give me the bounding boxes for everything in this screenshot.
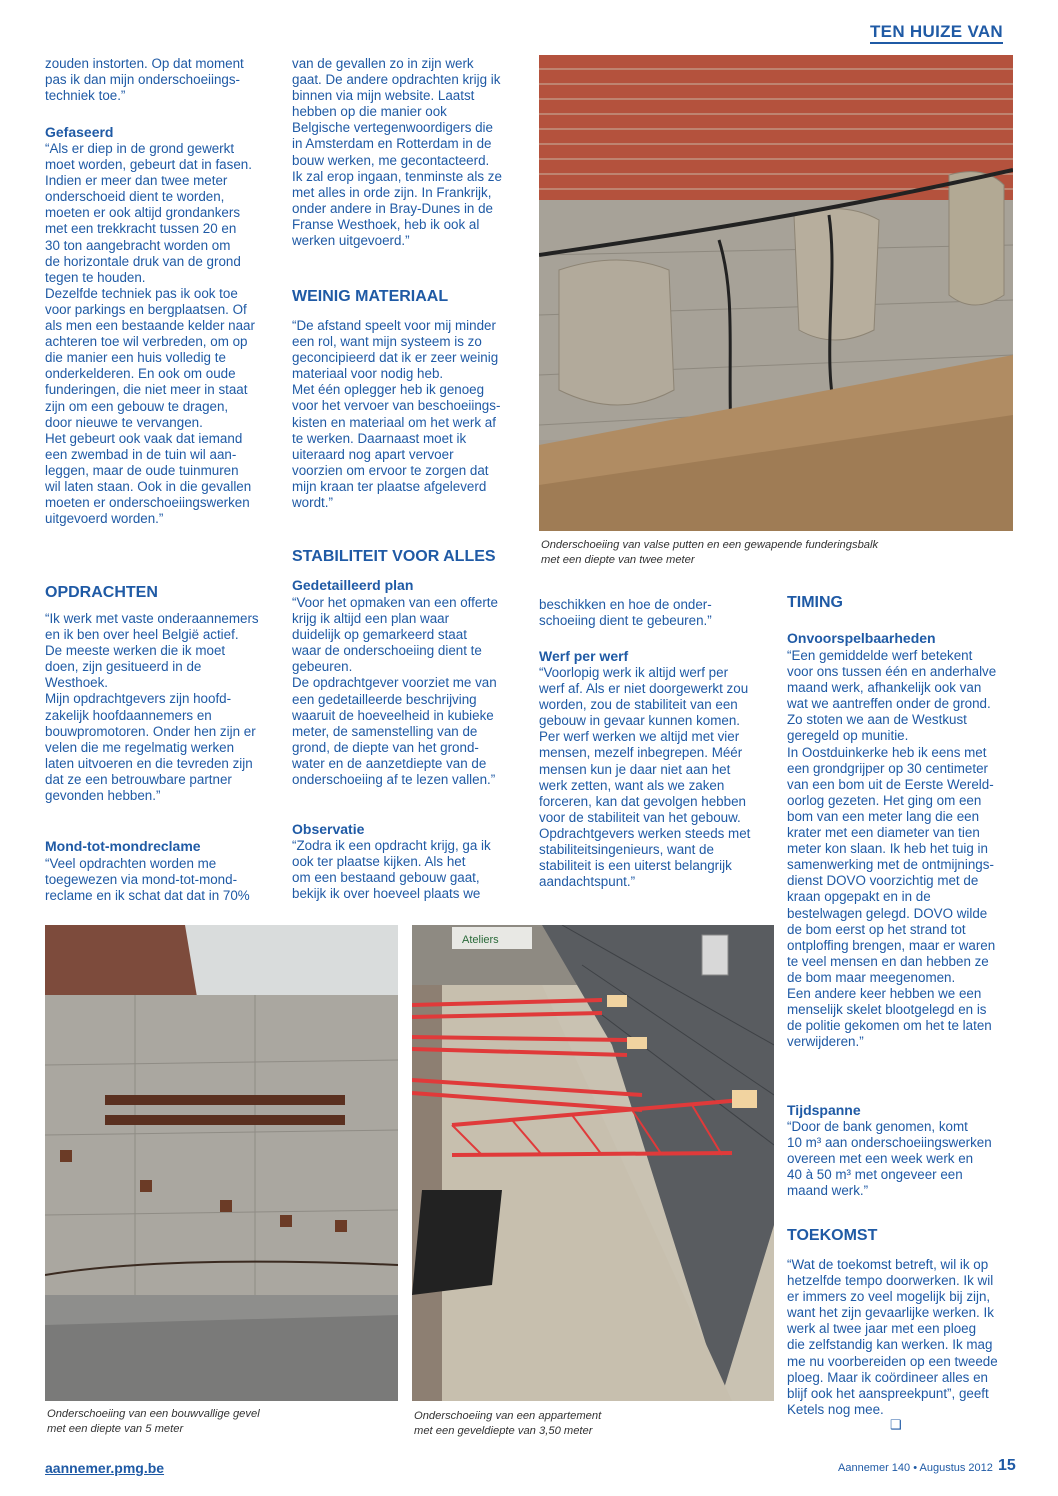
caption-bottom-mid: Onderschoeiing van een appartement met een geveldiepte van 3,50 meter [414,1410,602,1437]
heading-stabiliteit: STABILITEIT VOOR ALLES [292,548,496,565]
col1-paragraph-gefaseerd: “Als er diep in de grond gewerkt moet worden, gebeurt dat in fasen. Indien er meer dan twee meter onderschoeid dient te worden, moeten er ook altijd grondankers met een trekkracht tussen 20 en 30 ton aangebracht worden om de horizontale druk van de grond tegen te houden. Dezelfde techniek pas ik ook toe voor parkings en bergplaatsen. Of als men een bestaande kelder naar achteren toe wil verbreden, om op die manier een huis volledig te onderkelderen. En ook om oude funderingen, die niet meer in staat zijn om een gebouw te dragen, door nieuwe te vervangen. Het gebeurt ook vaak dat iemand een zwembad in de tuin wil aan- leggen, maar de oude tuinmuren wil laten staan. Ook in die gevallen moeten er onderschoeiingswerken uitgevoerd worden.” [45,141,255,527]
heading-observatie: Observatie [292,821,365,837]
heading-gefaseerd: Gefaseerd [45,124,114,140]
photo-apartment-trench [412,925,774,1401]
col2-paragraph-top: van de gevallen zo in zijn werk gaat. De andere opdrachten krijg ik binnen via mijn website. Laatst hebben op die manier ook Belgische vertegenwoordigers die in Amsterdam en Rotterdam in de bouw werken, me gecontacteerd. Ik zal erop ingaan, tenminste als ze met alles in orde zijn. In Frankrijk, onder andere in Bray-Dunes in de Franse Westhoek, heb ik ook al werken uitgevoerd.” [292,56,502,249]
end-mark-icon: ❑ [890,1417,902,1432]
section-title: TEN HUIZE VAN [870,22,1003,44]
heading-onvoorspelbaarheden: Onvoorspelbaarheden [787,630,936,646]
page-number: 15 [998,1457,1016,1474]
col4-paragraph-onvoorspel: “Een gemiddelde werf betekent voor ons tussen één en anderhalve maand werk, afhankelijk ook van wat we aantreffen onder de grond. Zo stoten we aan de Westkust geregeld op munitie. In Oostduinkerke heb ik eens met een grondgrijper op 30 centimeter van een bom uit de Eerste Wereld- oorlog gezeten. Het ging om een bom van een meter lang die een krater met een diameter van tien meter kon slaan. Ik heb het tuig in samenwerking met de ontmijnings- dienst DOVO voorzichtig met de kraan opgepakt en in de bestelwagen gelegd. DOVO wilde de bom eerst op het strand tot ontploffing brengen, maar er waren te veel mensen en dan hebben ze de bom maar meegenomen. Een andere keer hebben we een menselijk skelet blootgelegd en is de politie gekomen om het te laten verwijderen.” [787,648,997,1050]
photo-foundation [539,55,1013,531]
col4-paragraph-toekomst: “Wat de toekomst betreft, wil ik op hetzelfde tempo doorwerken. Ik wil er immers zo veel mogelijk bij zijn, want het zijn gevaarlijke werken. Ik werk al twee jaar met een ploeg die zelfstandig kan werken. Ik mag me nu voorbereiden op een tweede ploeg. Maar ik coördineer alles en blijf ook het aanspreekpunt”, geeft Ketels nog mee. [787,1257,998,1417]
shop-sign: Ateliers [462,934,499,946]
caption-top-right: Onderschoeiing van valse putten en een gewapende funderingsbalk met een diepte van twee meter [541,539,879,566]
col1-paragraph-top: zouden instorten. Op dat moment pas ik dan mijn onderschoeiings- techniek toe.” [45,56,244,104]
col1-paragraph-opdrachten: “Ik werk met vaste onderaannemers en ik ben over heel België actief. De meeste werken die ik moet doen, zijn gesitueerd in de Westhoek. Mijn opdrachtgevers zijn hoofd- zakelijk hoofdaannemers en bouwpromotoren. Onder hen zijn er velen die me regelmatig werken laten uitvoeren en die tevreden zijn dat ze een betrouwbare partner gevonden hebben.” [45,611,259,804]
footer-issue-info: Aannemer 140 • Augustus 2012 [838,1462,993,1474]
heading-tijdspanne: Tijdspanne [787,1102,861,1118]
col4-paragraph-tijdspanne: “Door de bank genomen, komt 10 m³ aan onderschoeiingswerken overeen met een week werk en 40 à 50 m³ met ongeveer een maand werk.” [787,1119,992,1199]
heading-gedetailleerd-plan: Gedetailleerd plan [292,577,414,593]
col2-paragraph-observatie: “Zodra ik een opdracht krijg, ga ik ook ter plaatse kijken. Als het om een bestaand gebouw gaat, bekijk ik over hoeveel plaats we [292,838,491,902]
heading-opdrachten: OPDRACHTEN [45,584,158,601]
heading-werf-per-werf: Werf per werf [539,648,629,664]
heading-mond-tot-mondreclame: Mond-tot-mondreclame [45,838,201,854]
photo-facade [45,925,398,1401]
footer-website-link[interactable]: aannemer.pmg.be [45,1460,165,1476]
col3-paragraph-werf: “Voorlopig werk ik altijd werf per werf af. Als er niet doorgewerkt zou worden, zou de stabiliteit van een gebouw in gevaar kunnen komen. Per werf werken we altijd met vier mensen, mezelf inbegrepen. Méér mensen kun je daar niet aan het werk zetten, want als we zaken forceren, kan dat gevolgen hebben voor de stabiliteit van het gebouw. Opdrachtgevers werken steeds met stabiliteitsingenieurs, want de stabiliteit is een uiterst belangrijk aandachtspunt.” [539,665,751,890]
col3-paragraph-top: beschikken en hoe de onder- schoeiing dient te gebeuren.” [539,597,712,629]
heading-toekomst: TOEKOMST [787,1227,878,1244]
heading-weinig-materiaal: WEINIG MATERIAAL [292,288,449,305]
caption-bottom-left: Onderschoeiing van een bouwvallige gevel met een diepte van 5 meter [47,1408,260,1435]
heading-timing: TIMING [787,594,843,611]
col2-paragraph-plan: “Voor het opmaken van een offerte krijg ik altijd een plan waar duidelijk op gemarkeerd staat waar de onderschoeiing dient te gebeuren. De opdrachtgever voorziet me van een gedetailleerde beschrijving waaruit de hoeveelheid in kubieke meter, de samenstelling van de grond, de diepte van het grond- water en de aanzetdiepte van de onderschoeiing af te lezen vallen.” [292,595,498,788]
col2-paragraph-weinig: “De afstand speelt voor mij minder een rol, want mijn systeem is zo geconcipieerd dat ik er zeer weinig materiaal voor nodig heb. Met één oplegger heb ik genoeg voor het vervoer van beschoeiings- kisten en materiaal om het werk af te werken. Daarnaast moet ik uiteraard nog apart vervoer voorzien om ervoor te zorgen dat mijn kraan ter plaatse afgeleverd wordt.” [292,318,501,511]
col1-paragraph-mond: “Veel opdrachten worden me toegewezen via mond-tot-mond- reclame en ik schat dat dat in 70% [45,856,250,904]
